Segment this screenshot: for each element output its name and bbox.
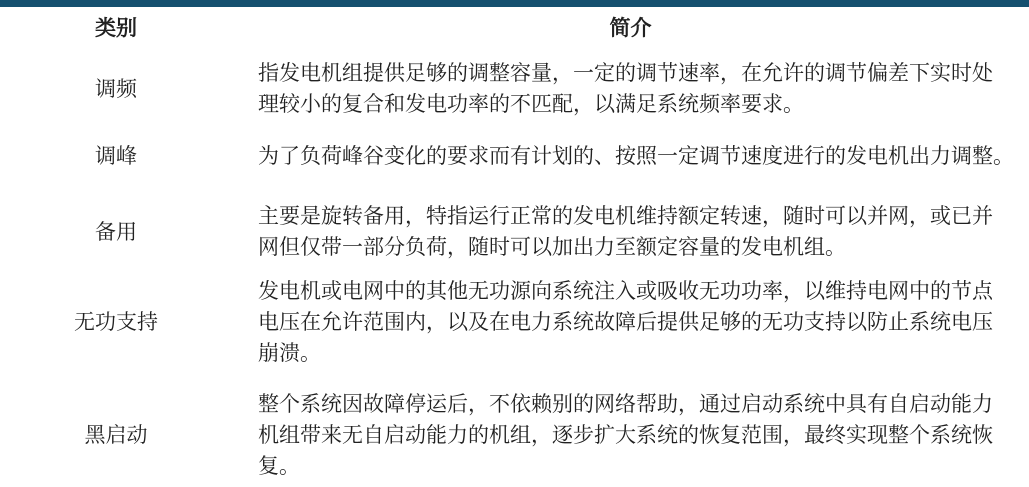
row-description bbox=[232, 58, 1029, 120]
description-line: 主要是旋转备用，特指运行正常的发电机维持额定转速，随时可以并网，或已并 bbox=[258, 204, 993, 228]
table-top-border bbox=[0, 0, 1029, 7]
row-category-label: 调峰 bbox=[95, 144, 137, 168]
table-header-row bbox=[0, 7, 1029, 50]
table-row bbox=[0, 58, 1029, 120]
table-row bbox=[0, 389, 1029, 482]
description-line: 复。 bbox=[258, 454, 300, 478]
row-category-label: 无功支持 bbox=[74, 310, 158, 334]
description-line: 发电机或电网中的其他无功源向系统注入或吸收无功功率，以维持电网中的节点 bbox=[258, 279, 993, 303]
row-category-label: 黑启动 bbox=[84, 423, 148, 447]
description-line: 理较小的复合和发电功率的不匹配，以满足系统频率要求。 bbox=[258, 92, 804, 116]
row-category-label: 备用 bbox=[95, 219, 137, 244]
header-category: 类别 bbox=[95, 16, 137, 40]
description-line: 崩溃。 bbox=[258, 341, 321, 365]
description-line: 整个系统因故障停运后，不依赖别的网络帮助，通过启动系统中具有自启动能力 bbox=[258, 392, 993, 416]
description-line: 网但仅带一部分负荷，随时可以加出力至额定容量的发电机组。 bbox=[258, 235, 846, 259]
table-row bbox=[0, 201, 1029, 263]
row-description bbox=[232, 201, 1029, 263]
header-description: 简介 bbox=[609, 16, 652, 40]
ancillary-services-table bbox=[0, 7, 1029, 482]
row-description bbox=[232, 389, 1029, 482]
description-line: 机组带来无自启动能力的机组，逐步扩大系统的恢复范围，最终实现整个系统恢 bbox=[258, 423, 993, 447]
description-line: 指发电机组提供足够的调整容量，一定的调节速率，在允许的调节偏差下实时处 bbox=[258, 61, 993, 85]
description-line: 电压在允许范围内，以及在电力系统故障后提供足够的无功支持以防止系统电压 bbox=[258, 310, 993, 334]
table-row bbox=[0, 276, 1029, 369]
row-description bbox=[232, 276, 1029, 369]
row-description bbox=[232, 141, 1029, 172]
table-row bbox=[0, 141, 1029, 172]
row-category-label: 调频 bbox=[95, 76, 137, 101]
description-line: 为了负荷峰谷变化的要求而有计划的、按照一定调节速度进行的发电机出力调整。 bbox=[258, 144, 1014, 168]
